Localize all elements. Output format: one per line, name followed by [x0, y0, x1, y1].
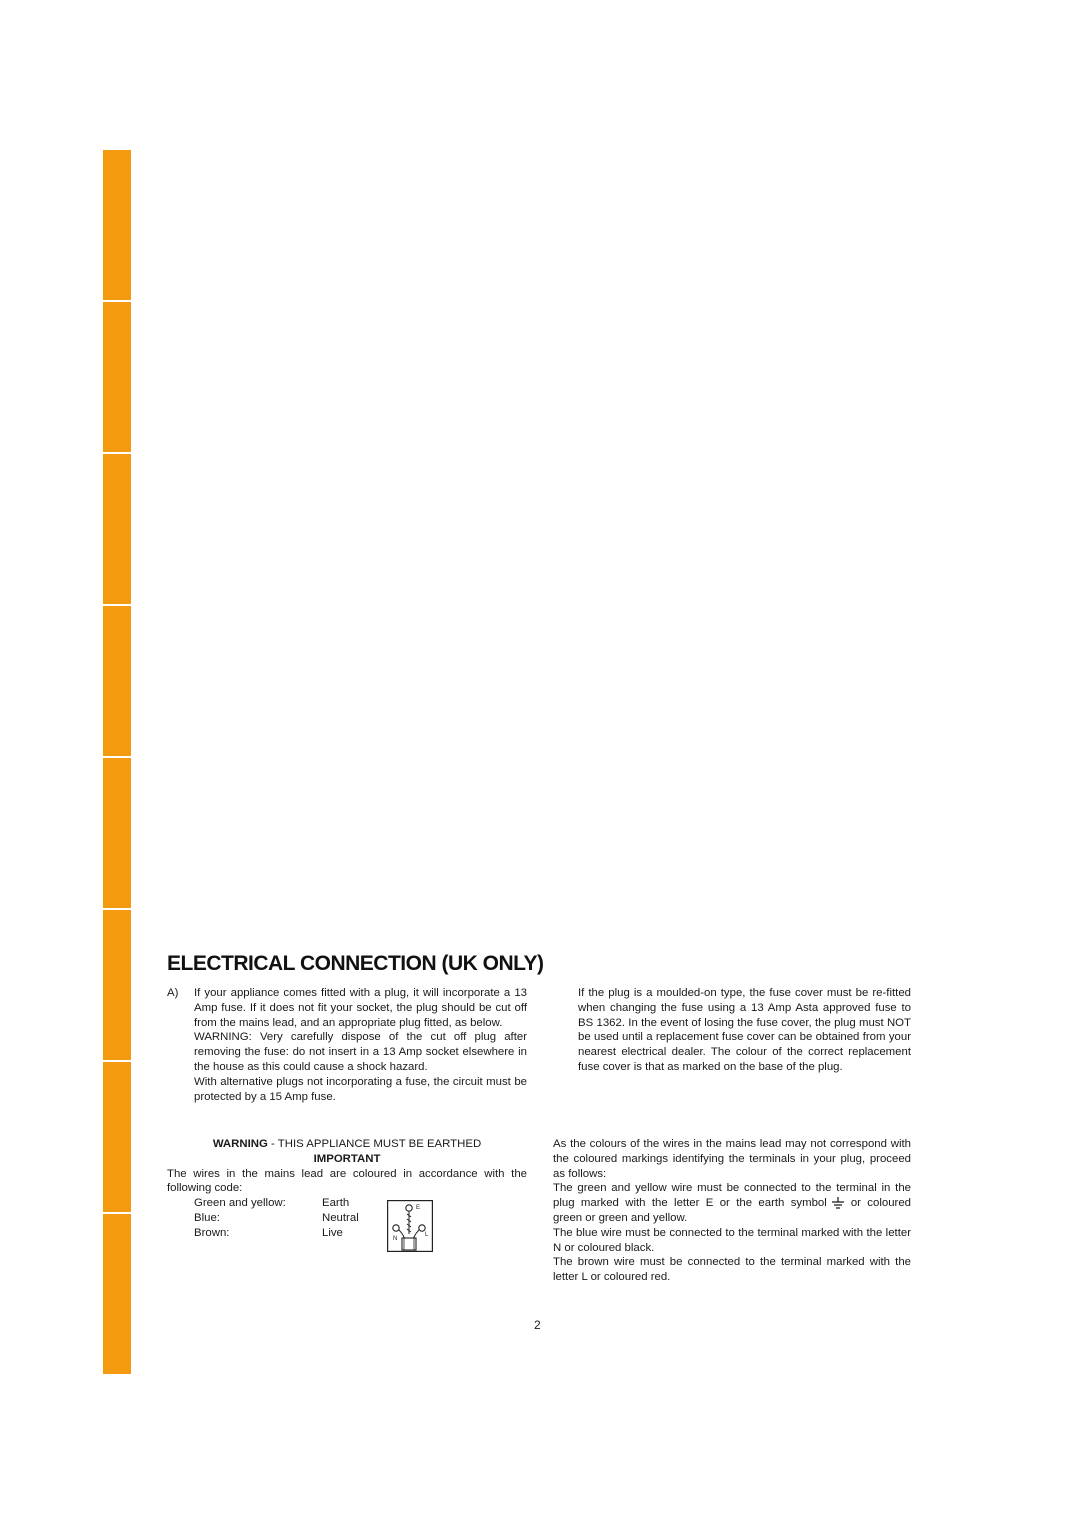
wire-function: Live	[322, 1227, 343, 1240]
side-tab	[103, 1214, 131, 1374]
alternative-plug-paragraph: With alternative plugs not incorporating a fuse, the circuit must be protected by a 15 Amp fuse.	[194, 1075, 527, 1103]
side-tab	[103, 1062, 131, 1212]
live-wire-paragraph: The brown wire must be connected to the terminal marked with the letter L or coloured red.	[553, 1256, 911, 1284]
fuse-paragraph: If your appliance comes fitted with a plug, it will incorporate a 13 Amp fuse. If it does not fit your socket, the plug should be cut off from the mains lead, and an appropriate plug fitted, as below.	[194, 987, 527, 1029]
warning-label: WARNING	[212, 1138, 268, 1150]
earthing-section	[167, 1137, 527, 1256]
important-label: IMPORTANT	[313, 1152, 381, 1165]
wire-code-table	[167, 1196, 527, 1256]
section-a	[167, 986, 527, 1104]
side-tab	[103, 150, 131, 300]
side-tab-strip	[103, 150, 131, 1376]
colour-mismatch-paragraph: As the colours of the wires in the mains lead may not correspond with the coloured markings identifying the terminals in your plug, proceed as follows:	[553, 1138, 911, 1180]
side-tab	[103, 910, 131, 1060]
diagram-label-l: L	[425, 1232, 429, 1239]
wire-connection-instructions	[553, 1137, 911, 1285]
side-tab	[103, 302, 131, 452]
diagram-label-n: N	[393, 1236, 398, 1243]
item-letter: A)	[167, 987, 179, 999]
moulded-plug-section	[578, 986, 911, 1075]
disposal-warning-paragraph: WARNING: Very carefully dispose of the cut off plug after removing the fuse: do not insert in a 13 Amp socket elsewhere in the house as this could cause a shock hazard.	[194, 1031, 527, 1073]
section-heading: ELECTRICAL CONNECTION (UK ONLY)	[167, 952, 544, 975]
page-number: 2	[534, 1318, 541, 1332]
earthed-warning	[167, 1137, 527, 1152]
warning-text: - THIS APPLIANCE MUST BE EARTHED	[267, 1138, 482, 1150]
wire-function: Neutral	[322, 1212, 359, 1225]
earth-symbol-icon	[831, 1197, 845, 1209]
plug-wiring-diagram	[387, 1200, 433, 1252]
wire-function: Earth	[322, 1197, 350, 1210]
wire-code-intro: The wires in the mains lead are coloured in accordance with the following code:	[167, 1167, 527, 1195]
wire-colour: Green and yellow:	[194, 1197, 286, 1210]
side-tab	[103, 758, 131, 908]
neutral-wire-paragraph: The blue wire must be connected to the terminal marked with the letter N or coloured black.	[553, 1226, 911, 1254]
side-tab	[103, 454, 131, 604]
side-tab	[103, 606, 131, 756]
wire-colour: Blue:	[194, 1212, 220, 1225]
wire-colour: Brown:	[194, 1227, 230, 1240]
diagram-label-e: E	[416, 1205, 421, 1212]
earth-wire-paragraph: The green and yellow wire must be connected to the terminal in the plug marked with the letter E or the earth symbol or coloured green or green and yellow.	[553, 1182, 911, 1224]
moulded-plug-paragraph: If the plug is a moulded-on type, the fuse cover must be re-fitted when changing the fuse using a 13 Amp Asta approved fuse to BS 1362. In the event of losing the fuse cover, the plug must NOT be used until a replacement fuse cover can be obtained from your nearest electrical dealer. The colour of the correct replacement fuse cover is that as marked on the base of the plug.	[578, 987, 911, 1073]
